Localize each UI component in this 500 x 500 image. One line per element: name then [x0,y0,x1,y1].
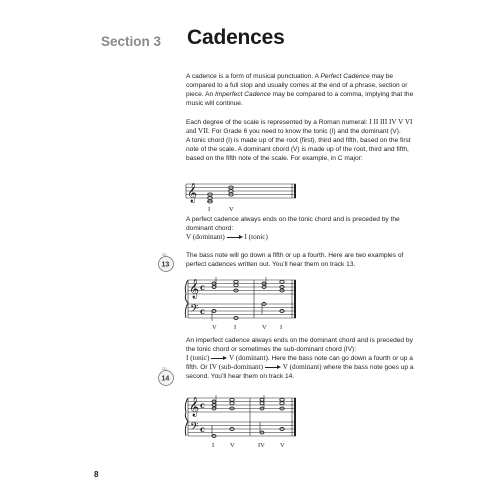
intro-emphasis-imperfect: Imperfect Cadence [214,91,271,99]
imperfect-cadences-grand-staff [184,392,304,456]
imperfect-from-1: I (tonic) [186,354,210,363]
treble-clef-icon: 𝄞 [187,183,198,203]
intro-text-3: may be compared to a comma, implying that the music will continue. [186,91,414,108]
perfect-to: I (tonic) [244,233,268,242]
page-title: Cadences [187,26,285,49]
intro-paragraph [186,72,418,108]
bass-clef-icon: 𝄢 [190,421,199,436]
degrees-text-b: . For Grade 6 you need to know the tonic (I) and the dominant (V). [208,128,401,136]
cd-word-13: CD [162,253,167,257]
imperfect-cadence-paragraph [186,336,418,381]
imperfect-from-2: IV (sub-dominant) [209,363,264,372]
chord-label-I: I [208,206,211,213]
track13-text: The bass note will go down a fifth or up a fourth. Here are two examples of perfect cadences written out. You’ll hear them on track 13. [186,252,404,269]
cd-number-14: 14 [161,375,170,383]
common-time-icon: c [200,282,205,292]
chord-label: I [212,442,215,449]
chord-label: IV [258,442,265,449]
imperfect-to-2: V (dominant) [282,363,322,372]
brace-icon [185,398,188,436]
perfect-cadences-grand-staff [184,274,304,338]
arrow-icon [211,355,227,361]
common-time-icon: c [200,424,205,434]
imperfect-cadence-text: An imperfect cadence always ends on the dominant chord and is preceded by the tonic chord or sometimes the sub-dominant chord (IV): [186,337,413,354]
chord-label: V [262,324,267,331]
degrees-paragraph [186,118,418,163]
imperfect-mid: Here the bass note can go down a fourth or up a fifth. Or [186,355,413,372]
chord-label: V [280,442,285,449]
treble-clef-icon: 𝄞 [189,397,200,417]
track13-paragraph [186,251,418,269]
tonic-dominant-text: A tonic chord (I) is made up of the root (first), third and fifth, based on the first note of the scale. A dominant chord (V) is made up of the root, third and fifth, based on the fifth note of the scale. For example, in C major: [186,137,411,163]
brace-icon [185,280,188,318]
page-number: 8 [94,470,99,479]
common-time-icon: c [200,306,205,316]
arrow-icon [227,234,243,240]
chord-label: I [280,324,283,331]
chord-label: V [230,442,235,449]
chord-label-V: V [229,206,234,213]
imperfect-to-1: V (dominant). [229,354,270,363]
degrees-text-a: Each degree of the scale is represented by a Roman numeral: [186,119,370,126]
degrees-numerals: I II III IV V VI and VII [186,118,413,136]
cd-word-14: CD [162,367,167,371]
intro-emphasis-perfect: Perfect Cadence [320,73,370,80]
bass-clef-icon: 𝄢 [190,303,199,318]
chord-label: I [234,324,237,331]
treble-clef-icon: 𝄞 [189,279,200,299]
imperfect-end: where the bass note goes up a second. You’ll hear them on track 14. [186,364,414,381]
perfect-cadence-text: A perfect cadence always ends on the tonic chord and is preceded by the dominant chord: [186,216,400,233]
cd-track-13-icon [154,252,178,274]
cd-number-13: 13 [161,261,170,269]
intro-text-1: A cadence is a form of musical punctuation. A [186,73,321,80]
arrow-icon [265,365,281,371]
perfect-from: V (dominant) [186,233,225,242]
common-time-icon: c [200,400,205,410]
chord-label: V [212,324,217,331]
intro-text-2: may be compared to a full stop and usually comes at the end of a phrase, section or piece. An [186,73,408,99]
perfect-cadence-paragraph [186,215,418,242]
c-major-chords-staff [184,178,304,214]
section-label: Section 3 [101,34,162,49]
cd-track-14-icon [154,366,178,388]
